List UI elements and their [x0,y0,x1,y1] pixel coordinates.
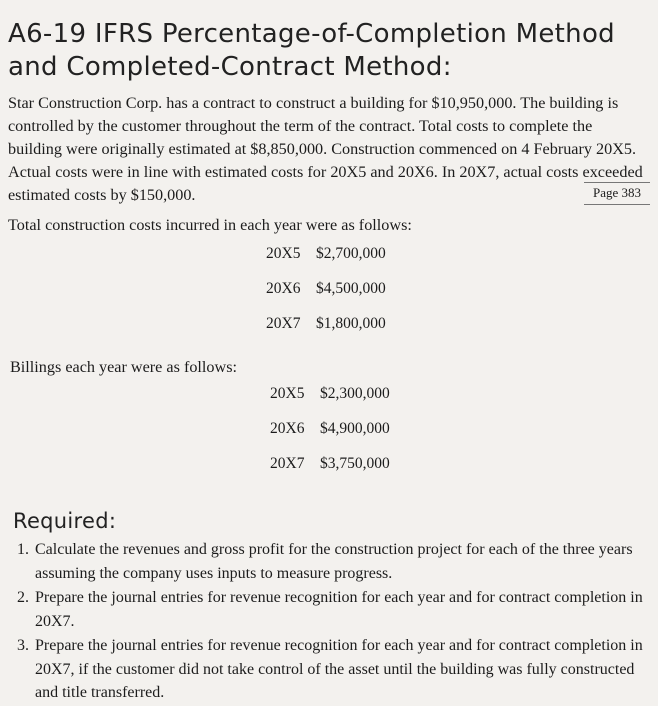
costs-row [266,271,386,306]
billings-table [270,376,390,481]
required-item-number: 1. [17,541,29,558]
costs-row [266,306,386,341]
billings-amount: $2,300,000 [320,385,390,402]
required-heading: Required: [13,509,117,533]
required-item-text: Calculate the revenues and gross profit for the construction project for each of the three years assuming the company uses inputs to measure progress. [35,541,633,582]
costs-amount: $4,500,000 [316,280,386,297]
required-item-number: 2. [17,589,29,606]
required-item [8,586,648,633]
billings-year: 20X7 [270,455,305,472]
billings-row [270,376,390,411]
costs-row [266,236,386,271]
page-reference: Page 383 [584,182,650,205]
costs-year: 20X7 [266,315,301,332]
required-item-number: 3. [17,637,29,654]
billings-lead-text: Billings each year were as follows: [10,358,238,376]
costs-lead-text: Total construction costs incurred in each year were as follows: [8,216,412,234]
billings-amount: $3,750,000 [320,455,390,472]
required-item-text: Prepare the journal entries for revenue recognition for each year and for contract completion in 20X7. [35,589,643,630]
billings-year: 20X5 [270,385,305,402]
billings-year: 20X6 [270,420,305,437]
costs-amount: $2,700,000 [316,245,386,262]
required-item [8,538,648,585]
problem-title: A6-19 IFRS Percentage-of-Completion Method and Completed-Contract Method: [8,19,615,82]
required-list [8,538,648,706]
problem-intro: Star Construction Corp. has a contract to construct a building for $10,950,000. The building is controlled by the customer throughout the term of the contract. Total costs to complete the building were originally estimated at $8,850,000. Construction commenced on 4 February 20X5. Actual costs were in line with estimated costs for 20X5 and 20X6. In 20X7, actual costs exceeded estimated costs by $150,000. [8,94,643,204]
billings-row [270,411,390,446]
costs-amount: $1,800,000 [316,315,386,332]
required-item-text: Prepare the journal entries for revenue recognition for each year and for contract completion in 20X7, if the customer did not take control of the asset until the building was fully constructed and title transferred. [35,637,643,701]
costs-year: 20X5 [266,245,301,262]
costs-year: 20X6 [266,280,301,297]
billings-row [270,446,390,481]
billings-amount: $4,900,000 [320,420,390,437]
required-item [8,634,648,705]
costs-table [266,236,386,341]
